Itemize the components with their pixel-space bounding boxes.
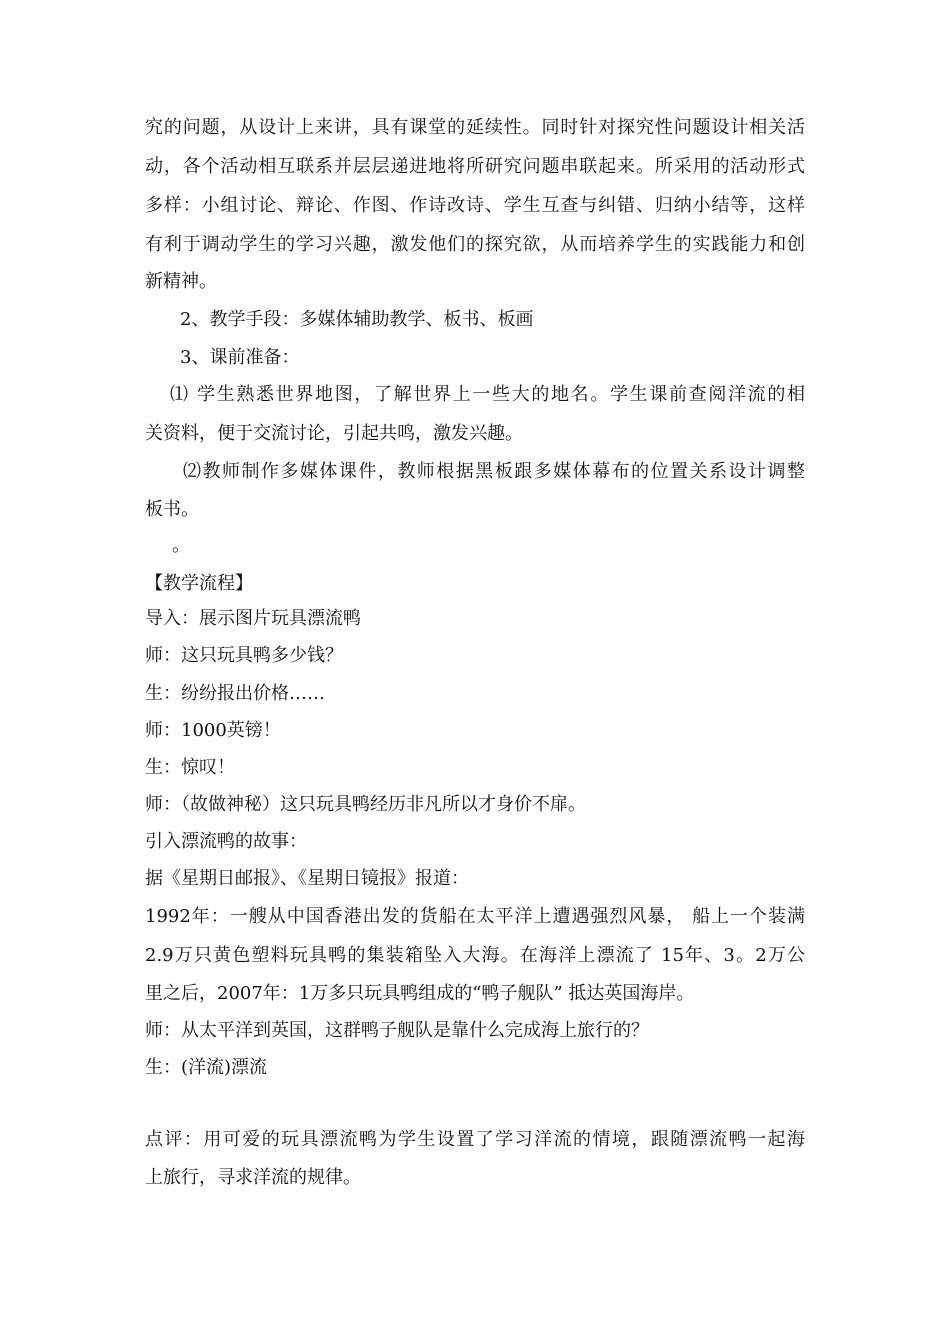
comment-line: 上旅行，寻求洋流的规律。 bbox=[145, 1167, 361, 1188]
section-heading: 【教学流程】 bbox=[145, 573, 253, 594]
body-text-line: 多样：小组讨论、辩论、作图、作诗改诗、学生互查与纠错、归纳小结等，这样 bbox=[145, 195, 805, 216]
body-text-line: 有利于调动学生的学习兴趣，激发他们的探究欲，从而培养学生的实践能力和创 bbox=[145, 234, 805, 255]
comment-line: 点评：用可爱的玩具漂流鸭为学生设置了学习洋流的情境，跟随漂流鸭一起海 bbox=[145, 1129, 805, 1150]
dialogue-line: 据《星期日邮报》、《星期日镜报》报道： bbox=[145, 868, 469, 889]
prep-item-2-cont: 板书。 bbox=[145, 499, 199, 520]
stray-mark: 。 bbox=[172, 535, 190, 556]
dialogue-line: 引入漂流鸭的故事： bbox=[145, 831, 307, 852]
body-text-line: 究的问题，从设计上来讲，具有课堂的延续性。同时针对探究性问题设计相关活 bbox=[145, 117, 805, 138]
story-line: 1992年：一艘从中国香港出发的货船在太平洋上遭遇强烈风暴， 船上一个装满 bbox=[145, 906, 805, 927]
dialogue-line: 生：惊叹！ bbox=[145, 757, 235, 778]
prep-item-2: ⑵教师制作多媒体课件，教师根据黑板跟多媒体幕布的位置关系设计调整 bbox=[183, 461, 805, 482]
dialogue-line: 师：这只玩具鸭多少钱？ bbox=[145, 645, 343, 666]
dialogue-line: 生：(洋流)漂流 bbox=[145, 1057, 268, 1078]
dialogue-line: 导入：展示图片玩具漂流鸭 bbox=[145, 608, 361, 629]
dialogue-line: 师：从太平洋到英国，这群鸭子舰队是靠什么完成海上旅行的？ bbox=[145, 1020, 649, 1041]
prep-item-1: ⑴ 学生熟悉世界地图，了解世界上一些大的地名。学生课前查阅洋流的相 bbox=[170, 384, 805, 405]
body-text-line: 新精神。 bbox=[145, 271, 217, 292]
list-item-preparation: 3、课前准备： bbox=[180, 347, 300, 368]
list-item-teaching-means: 2、教学手段：多媒体辅助教学、板书、板画 bbox=[180, 309, 534, 330]
story-line: 2.9万只黄色塑料玩具鸭的集装箱坠入大海。在海洋上漂流了 15年、3。2万公 bbox=[145, 945, 805, 966]
story-line: 里之后，2007年：1万多只玩具鸭组成的“鸭子舰队” 抵达英国海岸。 bbox=[145, 983, 695, 1004]
dialogue-line: 生：纷纷报出价格…… bbox=[145, 683, 325, 704]
dialogue-line: 师：（故做神秘）这只玩具鸭经历非凡所以才身价不扉。 bbox=[145, 794, 586, 815]
prep-item-1-cont: 关资料，便于交流讨论，引起共鸣，激发兴趣。 bbox=[145, 423, 523, 444]
body-text-line: 动，各个活动相互联系并层层递进地将所研究问题串联起来。所采用的活动形式 bbox=[145, 156, 805, 177]
dialogue-line: 师：1000英镑！ bbox=[145, 720, 281, 741]
